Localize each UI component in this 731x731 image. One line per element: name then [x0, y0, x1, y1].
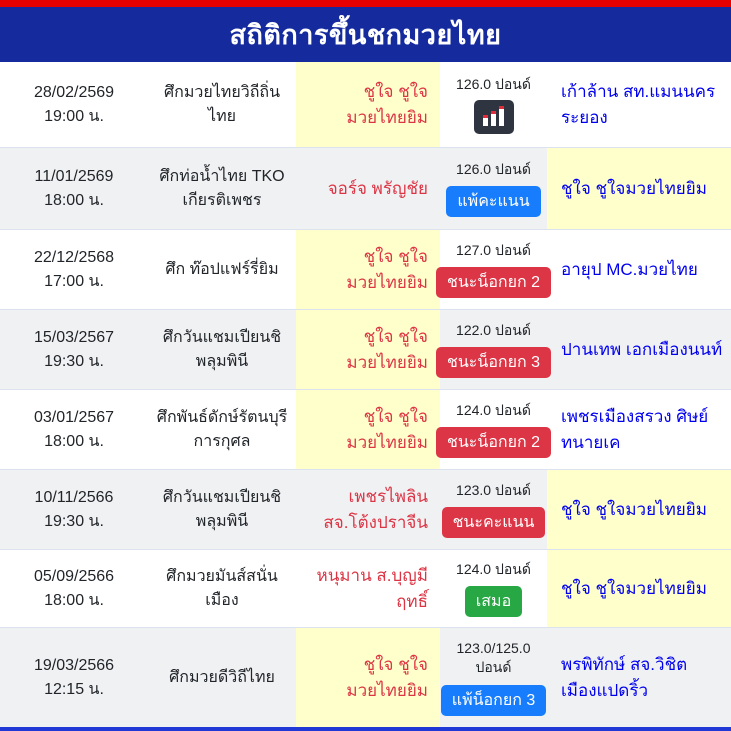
- fight-time: 18:00 น.: [44, 591, 104, 609]
- fight-table: [0, 62, 731, 727]
- fighter-cell: [296, 62, 440, 147]
- event-name: ศึกมวยมันส์สนั่นเมือง: [166, 567, 278, 609]
- fight-date: 15/03/2567: [33, 328, 115, 346]
- weight-value: 124.0 ปอนด์: [456, 560, 531, 577]
- event-name: ศึกวันแชมเปียนชิพลุมพินี: [162, 488, 282, 530]
- event-name: ศึกมวยไทยวิถีถิ่นไทย: [163, 83, 280, 125]
- fighter-name-link[interactable]: ชูใจ ชูใจมวยไทยยิม: [346, 655, 428, 700]
- weight-cell: [440, 148, 547, 229]
- fight-date: 10/11/2566: [34, 488, 114, 506]
- weight-value: 122.0 ปอนด์: [456, 321, 531, 338]
- weight-value: 123.0 ปอนด์: [456, 481, 531, 498]
- date-cell: [0, 230, 148, 309]
- weight-value: 123.0/125.0 ปอนด์: [456, 639, 531, 676]
- opponent-cell: [547, 148, 731, 229]
- bar-chart-icon[interactable]: [474, 100, 514, 134]
- fighter-cell: [296, 550, 440, 627]
- date-cell: [0, 62, 148, 147]
- fight-time: 18:00 น.: [44, 191, 104, 209]
- opponent-name-link[interactable]: พรพิทักษ์ สจ.วิชิต เมืองแปดริ้ว: [561, 655, 688, 700]
- date-cell: [0, 470, 148, 549]
- fight-date: 19/03/2566: [33, 656, 115, 674]
- event-cell: [148, 628, 296, 727]
- fight-date: 03/01/2567: [33, 408, 115, 426]
- fight-row: [0, 390, 731, 470]
- opponent-cell: [547, 550, 731, 627]
- result-badge[interactable]: แพ้คะแนน: [446, 186, 540, 217]
- fighter-cell: [296, 470, 440, 549]
- header-bar: [0, 7, 731, 62]
- event-name: ศึก ท๊อปแฟร์รี่ยิม: [165, 260, 279, 278]
- bottom-blue-bar: [0, 727, 731, 731]
- event-cell: [148, 230, 296, 309]
- opponent-name-link[interactable]: อายุป MC.มวยไทย: [561, 259, 698, 279]
- fighter-cell: [296, 628, 440, 727]
- result-badge[interactable]: ชนะน็อกยก 3: [436, 347, 551, 378]
- opponent-cell: [547, 230, 731, 309]
- opponent-cell: [547, 62, 731, 147]
- fighter-name-link[interactable]: ชูใจ ชูใจมวยไทยยิม: [346, 407, 428, 452]
- fight-date: 11/01/2569: [34, 167, 114, 185]
- fight-row: [0, 470, 731, 550]
- opponent-name-link[interactable]: ชูใจ ชูใจมวยไทยยิม: [561, 178, 707, 198]
- fighter-name-link[interactable]: ชูใจ ชูใจมวยไทยยิม: [346, 327, 428, 372]
- fight-time: 19:00 น.: [44, 107, 104, 125]
- weight-cell: [440, 550, 547, 627]
- date-cell: [0, 310, 148, 389]
- event-cell: [148, 390, 296, 469]
- fight-row: [0, 62, 731, 148]
- weight-value: 126.0 ปอนด์: [456, 75, 531, 92]
- fighter-name-link[interactable]: จอร์จ พรัญชัย: [327, 178, 428, 198]
- date-cell: [0, 390, 148, 469]
- fighter-cell: [296, 390, 440, 469]
- fight-date: 05/09/2566: [33, 567, 115, 585]
- event-cell: [148, 62, 296, 147]
- result-badge[interactable]: แพ้น็อกยก 3: [441, 685, 547, 716]
- fight-time: 19:30 น.: [44, 512, 104, 530]
- fighter-name-link[interactable]: ชูใจ ชูใจมวยไทยยิม: [346, 247, 428, 292]
- result-badge[interactable]: เสมอ: [465, 586, 522, 617]
- fighter-cell: [296, 230, 440, 309]
- fight-row: [0, 550, 731, 628]
- opponent-name-link[interactable]: ปานเทพ เอกเมืองนนท์: [561, 339, 723, 359]
- event-name: ศึกท่อน้ำไทย TKO เกียรติเพชร: [159, 167, 285, 209]
- opponent-name-link[interactable]: เพชรเมืองสรวง ศิษย์ทนายเค: [561, 407, 709, 452]
- fight-date: 28/02/2569: [33, 83, 115, 101]
- fight-time: 18:00 น.: [44, 432, 104, 450]
- event-cell: [148, 310, 296, 389]
- fighter-name-link[interactable]: เพชรไพลิน สจ.โต้งปราจีน: [323, 487, 428, 532]
- result-badge[interactable]: ชนะน็อกยก 2: [436, 267, 551, 298]
- fighter-cell: [296, 310, 440, 389]
- top-red-bar: [0, 0, 731, 7]
- opponent-cell: [547, 628, 731, 727]
- result-badge[interactable]: ชนะคะแนน: [442, 507, 546, 538]
- event-cell: [148, 550, 296, 627]
- weight-cell: [440, 470, 547, 549]
- fighter-name-link[interactable]: ชูใจ ชูใจมวยไทยยิม: [346, 82, 428, 127]
- fight-time: 12:15 น.: [44, 680, 104, 698]
- fight-time: 17:00 น.: [44, 272, 104, 290]
- fight-row: [0, 628, 731, 727]
- event-name: ศึกพันธ์ดักษ์รัตนบุรีการกุศล: [156, 408, 288, 450]
- event-cell: [148, 470, 296, 549]
- result-badge[interactable]: ชนะน็อกยก 2: [436, 427, 551, 458]
- opponent-name-link[interactable]: ชูใจ ชูใจมวยไทยยิม: [561, 499, 707, 519]
- weight-value: 124.0 ปอนด์: [456, 401, 531, 418]
- opponent-cell: [547, 390, 731, 469]
- page-title: สถิติการขึ้นชกมวยไทย: [229, 20, 502, 50]
- fight-row: [0, 230, 731, 310]
- weight-value: 126.0 ปอนด์: [456, 160, 531, 177]
- weight-cell: [440, 62, 547, 147]
- weight-cell: [440, 230, 547, 309]
- weight-cell: [440, 390, 547, 469]
- fighter-cell: [296, 148, 440, 229]
- weight-cell: [440, 628, 547, 727]
- fight-row: [0, 148, 731, 230]
- weight-value: 127.0 ปอนด์: [456, 241, 531, 258]
- opponent-cell: [547, 470, 731, 549]
- date-cell: [0, 550, 148, 627]
- event-name: ศึกมวยดีวิถีไทย: [169, 668, 275, 686]
- event-cell: [148, 148, 296, 229]
- date-cell: [0, 628, 148, 727]
- event-name: ศึกวันแชมเปียนชิพลุมพินี: [162, 328, 282, 370]
- opponent-cell: [547, 310, 731, 389]
- fighter-name-link[interactable]: หนุมาน ส.บุญมีฤทธิ์: [316, 566, 428, 611]
- opponent-name-link[interactable]: ชูใจ ชูใจมวยไทยยิม: [561, 578, 707, 598]
- fight-row: [0, 310, 731, 390]
- weight-cell: [440, 310, 547, 389]
- fight-date: 22/12/2568: [33, 248, 115, 266]
- fight-time: 19:30 น.: [44, 352, 104, 370]
- date-cell: [0, 148, 148, 229]
- opponent-name-link[interactable]: เก้าล้าน สท.แมนนคร ระยอง: [561, 82, 716, 127]
